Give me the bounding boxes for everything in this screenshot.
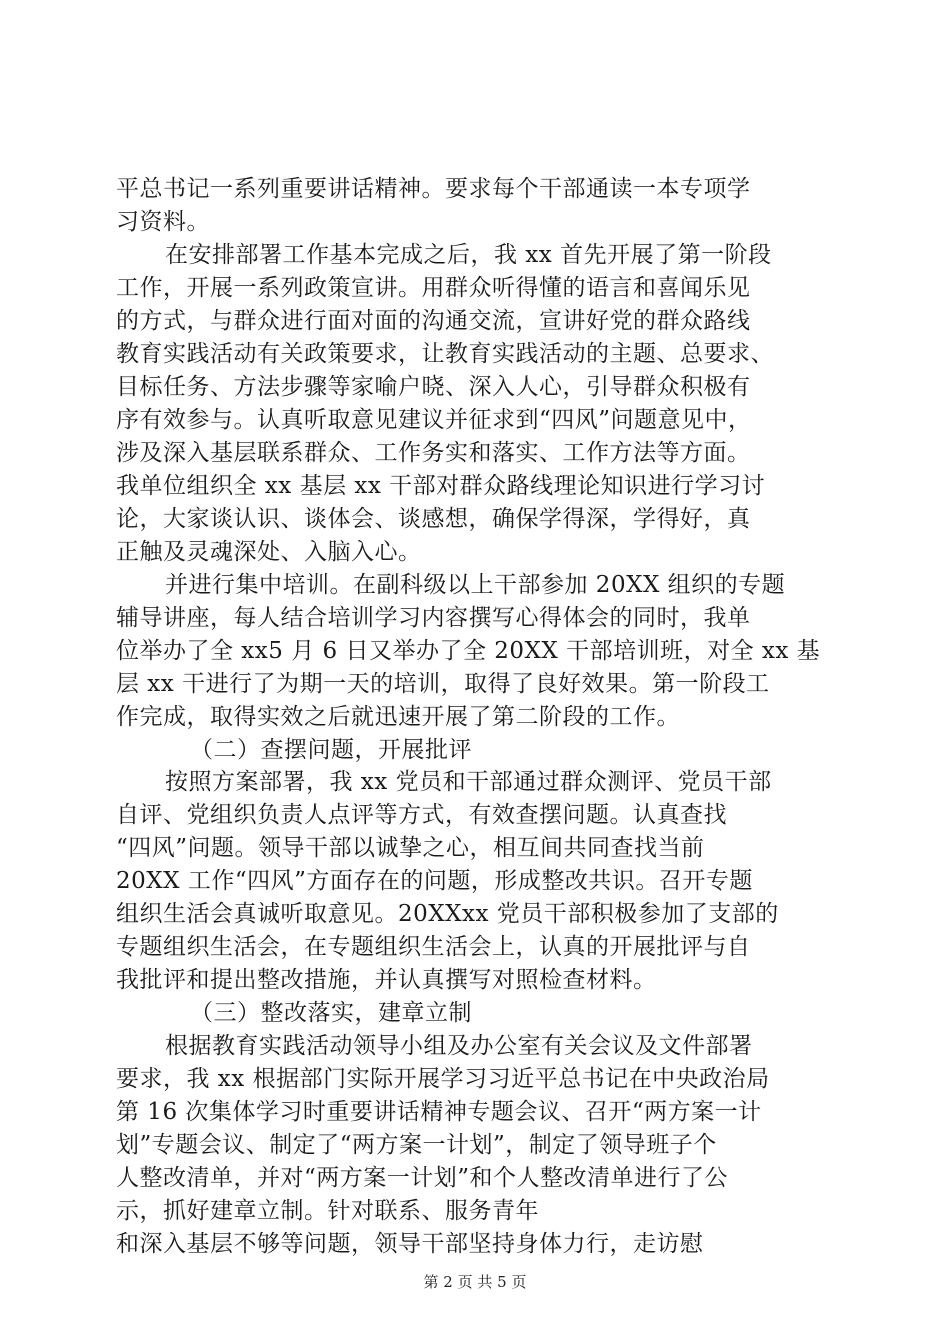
paragraph-start-line: 并进行集中培训。在副科级以上干部参加 20XX 组织的专题 [165,571,786,598]
paragraph-start-line: 根据教育实践活动领导小组及办公室有关会议及文件部署 [165,1033,753,1060]
text-line: 目标任务、方法步骤等家喻户晓、深入人心，引导群众积极有 [116,373,751,400]
text-line: 我批评和提出整改措施，并认真撰写对照检查材料。 [116,967,657,994]
section-heading: （三）整改落实，建章立制 [190,1000,472,1027]
text-line: 我单位组织全 xx 基层 xx 干部对群众路线理论知识进行学习讨 [116,472,766,499]
text-line: 20XX 工作“四风”方面存在的问题，形成整改共识。召开专题 [116,868,753,895]
text-line: “四风”问题。领导干部以诚挚之心，相互间共同查找当前 [116,835,705,862]
text-line: 序有效参与。认真听取意见建议并征求到“四风”问题意见中， [116,406,752,433]
text-line: 论，大家谈认识、谈体会、谈感想，确保学得深，学得好，真 [116,505,751,532]
text-line: 教育实践活动有关政策要求，让教育实践活动的主题、总要求、 [116,340,774,367]
text-line: 和深入基层不够等问题，领导干部坚持身体力行，走访慰 [116,1231,704,1257]
paragraph-start-line: 在安排部署工作基本完成之后，我 xx 首先开展了第一阶段 [165,241,772,268]
text-line: 的方式，与群众进行面对面的沟通交流，宣讲好党的群众路线 [116,307,751,334]
section-heading: （二）查摆问题，开展批评 [190,736,472,763]
text-line: 作完成，取得实效之后就迅速开展了第二阶段的工作。 [116,703,680,730]
page-footer: 第 2 页 共 5 页 [423,1273,527,1291]
text-line: 第 16 次集体学习时重要讲话精神专题会议、召开“两方案一计 [116,1099,762,1126]
text-line: 自评、党组织负责人点评等方式，有效查摆问题。认真查找 [116,802,727,829]
text-line: 层 xx 干进行了为期一天的培训，取得了良好效果。第一阶段工 [116,670,770,697]
text-line: 工作，开展一系列政策宣讲。用群众听得懂的语言和喜闻乐见 [116,274,751,301]
text-line: 人整改清单，并对“两方案一计划”和个人整改清单进行了公 [116,1165,729,1192]
text-line: 正触及灵魂深处、入脑入心。 [116,538,422,565]
text-line: 位举办了全 xx5 月 6 日又举办了全 20XX 干部培训班，对全 xx 基 [116,637,821,664]
text-line: 习资料。 [116,209,210,235]
text-line: 划”专题会议、制定了“两方案一计划”，制定了领导班子个 [116,1132,717,1159]
text-line: 要求，我 xx 根据部门实际开展学习习近平总书记在中央政治局 [116,1066,770,1093]
text-line: 示，抓好建章立制。针对联系、服务青年 [116,1198,539,1224]
text-line: 辅导讲座，每人结合培训学习内容撰写心得体会的同时，我单 [116,604,751,631]
text-line: 涉及深入基层联系群众、工作务实和落实、工作方法等方面。 [116,439,751,466]
text-line: 平总书记一系列重要讲话精神。要求每个干部通读一本专项学 [116,176,751,202]
text-line: 组织生活会真诚听取意见。20XXxx 党员干部积极参加了支部的 [116,901,779,928]
text-line: 专题组织生活会，在专题组织生活会上，认真的开展批评与自 [116,934,751,961]
paragraph-start-line: 按照方案部署，我 xx 党员和干部通过群众测评、党员干部 [165,769,772,796]
